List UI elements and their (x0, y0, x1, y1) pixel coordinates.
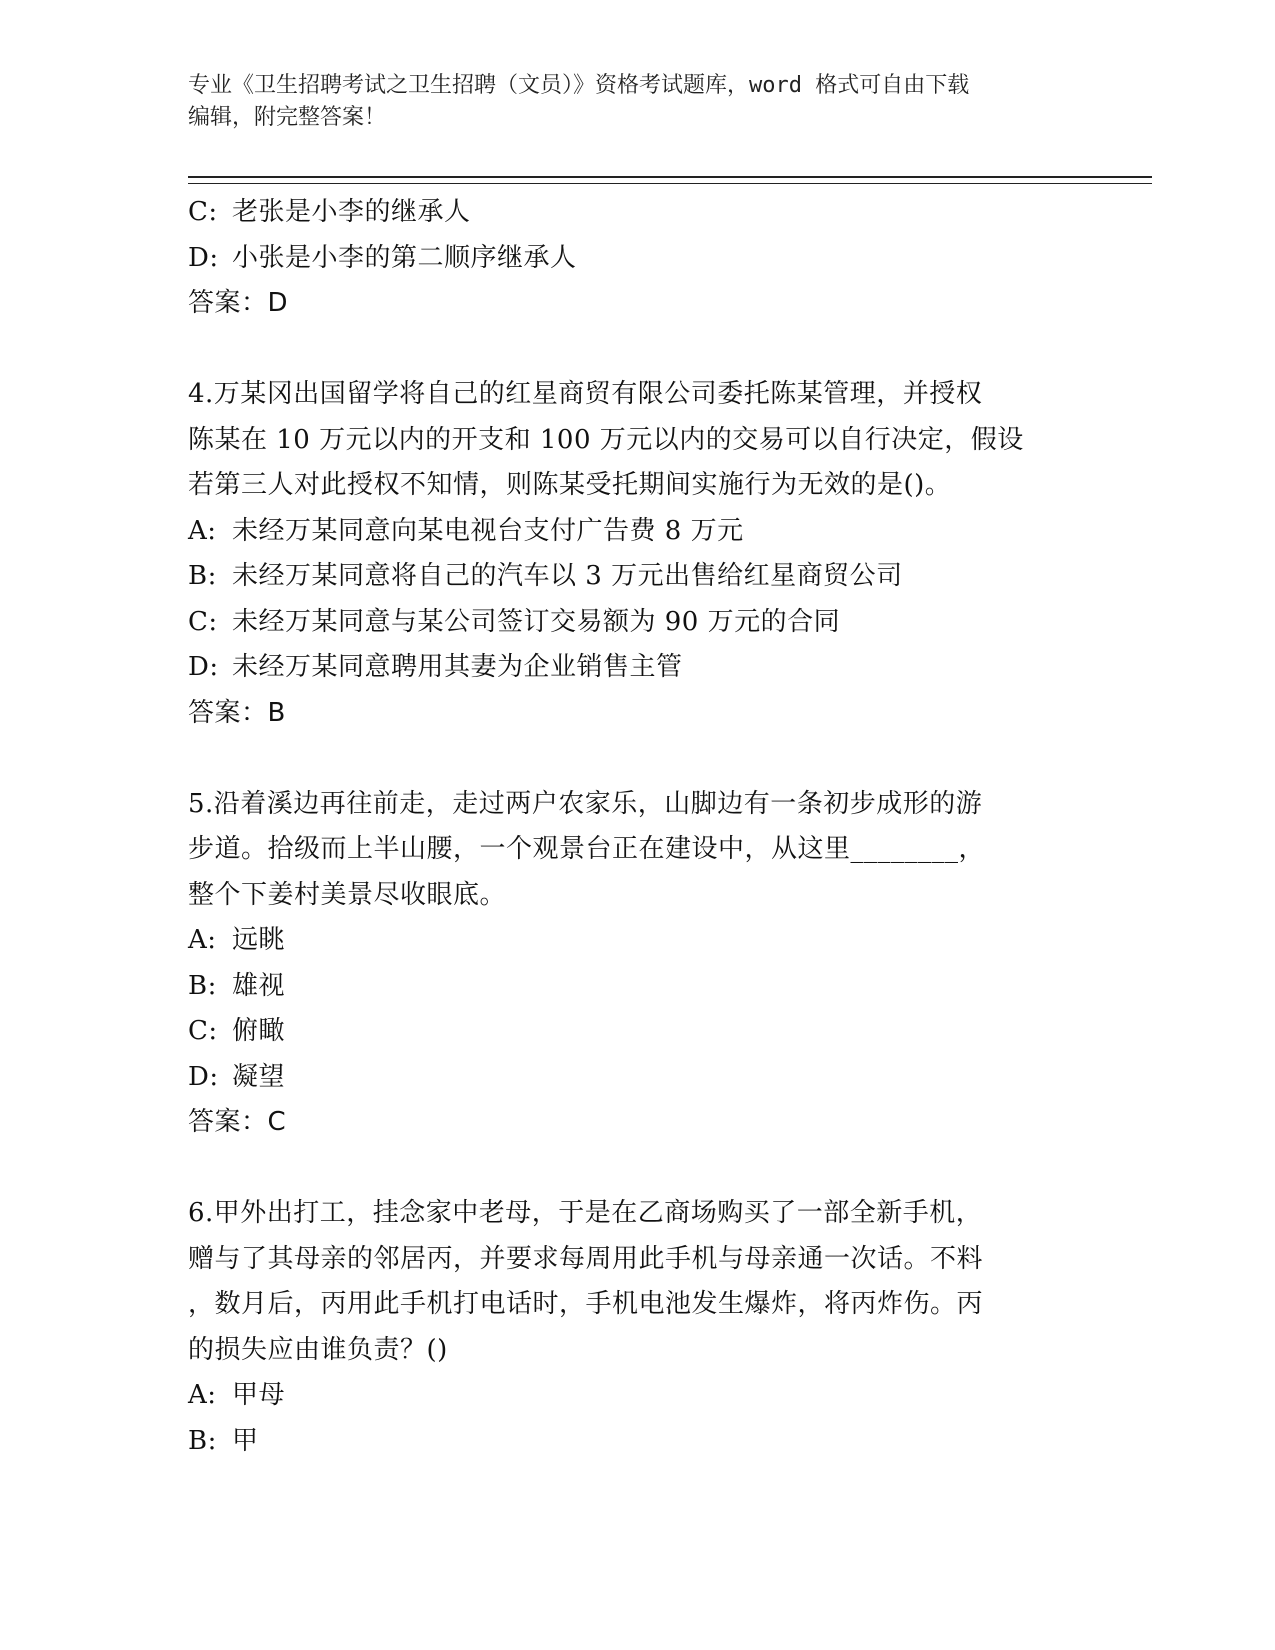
option-a: A: 未经万某同意向某电视台支付广告费 8 万元 (188, 515, 744, 546)
option-a: A: 甲母 (188, 1380, 286, 1410)
question-text-line: 的损失应由谁负责？() (188, 1334, 448, 1365)
option-a: A: 远眺 (188, 925, 286, 955)
question-text-line: 若第三人对此授权不知情，则陈某受托期间实施行为无效的是()。 (188, 470, 952, 500)
spacer (188, 736, 1068, 782)
question-text-line: 4.万某冈出国留学将自己的红星商贸有限公司委托陈某管理，并授权 (188, 379, 983, 409)
page-header (188, 70, 1078, 134)
option-b: B: 雄视 (188, 970, 286, 1001)
answer: 答案：D (188, 288, 289, 318)
question-text-line: 赠与了其母亲的邻居丙，并要求每周用此手机与母亲通一次话。不料 (188, 1243, 984, 1274)
header-divider (188, 176, 1152, 184)
header-line-2: 编辑，附完整答案！ (188, 105, 387, 130)
question-text-line: 5.沿着溪边再往前走，走过两户农家乐，山脚边有一条初步成形的游 (188, 788, 983, 819)
question-text-line: 步道。拾级而上半山腰，一个观景台正在建设中，从这里________， (188, 834, 986, 864)
option-c: C: 老张是小李的继承人 (188, 197, 471, 227)
answer: 答案：C (188, 1107, 287, 1137)
question-6 (188, 1191, 1068, 1464)
header-line-1: 专业《卫生招聘考试之卫生招聘（文员）》资格考试题库，word 格式可自由下载 (188, 73, 970, 98)
option-b: B: 甲 (188, 1425, 259, 1456)
option-d: D: 小张是小李的第二顺序继承人 (188, 242, 577, 273)
question-4 (188, 372, 1068, 736)
question-text-line: 陈某在 10 万元以内的开支和 100 万元以内的交易可以自行决定，假设 (188, 424, 1024, 455)
spacer (188, 327, 1068, 373)
question-content (188, 190, 1068, 1464)
answer: 答案：B (188, 697, 286, 728)
option-b: B: 未经万某同意将自己的汽车以 3 万元出售给红星商贸公司 (188, 561, 903, 591)
option-c: C: 未经万某同意与某公司签订交易额为 90 万元的合同 (188, 606, 841, 637)
question-text-line: 6.甲外出打工，挂念家中老母，于是在乙商场购买了一部全新手机， (188, 1198, 983, 1228)
question-text-line: ，数月后，丙用此手机打电话时，手机电池发生爆炸，将丙炸伤。丙 (188, 1289, 984, 1319)
option-c: C: 俯瞰 (188, 1016, 286, 1046)
question-3-tail (188, 190, 1068, 327)
option-d: D: 凝望 (188, 1061, 286, 1092)
question-text-line: 整个下姜村美景尽收眼底。 (188, 879, 507, 910)
spacer (188, 1146, 1068, 1192)
question-5 (188, 782, 1068, 1146)
option-d: D: 未经万某同意聘用其妻为企业销售主管 (188, 652, 683, 682)
